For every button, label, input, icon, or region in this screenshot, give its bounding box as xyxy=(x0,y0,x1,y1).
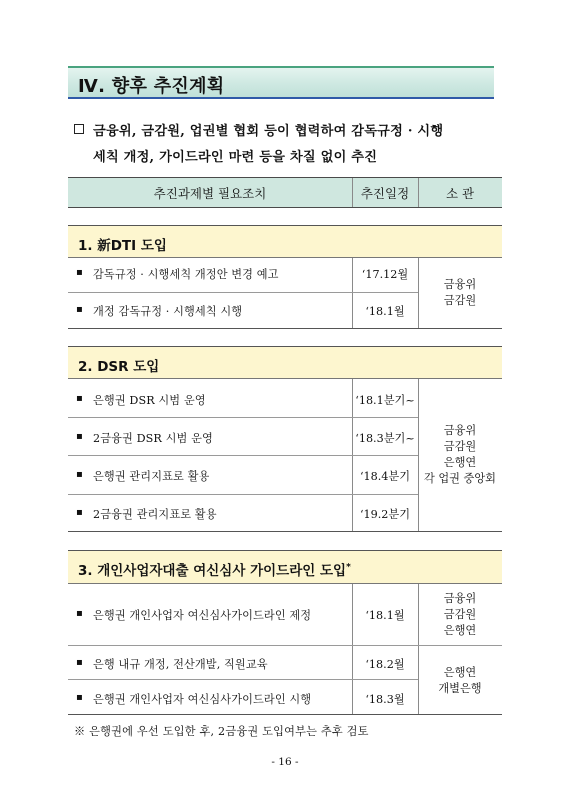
row-divider xyxy=(68,292,418,293)
owner-text: 금감원 xyxy=(443,608,477,621)
task-text: 은행권 DSR 시범 운영 xyxy=(93,394,206,407)
owner-text: 개별은행 xyxy=(438,682,482,695)
group-bar-2 xyxy=(68,346,502,379)
page-number: - 16 - xyxy=(271,756,299,768)
group-title-2: 2. DSR 도입 xyxy=(78,359,160,375)
schedule-text: ‘19.2분기 xyxy=(359,508,411,521)
row-divider xyxy=(68,494,418,495)
footnote-mark: * xyxy=(346,562,351,573)
group-bar-1 xyxy=(68,225,502,258)
bullet-icon: ▪ xyxy=(76,657,83,668)
task-text: 감독규정 · 시행세칙 개정안 변경 예고 xyxy=(93,268,279,281)
owner-cell xyxy=(418,665,502,697)
task-text: 은행권 관리지표로 활용 xyxy=(93,470,210,483)
row-divider xyxy=(68,679,418,680)
owner-text: 은행연 xyxy=(443,624,477,637)
column-header-task: 추진과제별 필요조치 xyxy=(153,185,267,201)
column-header-owner: 소 관 xyxy=(445,185,475,201)
intro-line-1: 금융위, 금감원, 업권별 협회 등이 협력하여 감독규정 · 시행 xyxy=(93,124,444,139)
task-text: 2금융권 DSR 시범 운영 xyxy=(93,432,213,445)
row-divider xyxy=(68,455,418,456)
schedule-text: ‘18.1월 xyxy=(365,609,405,622)
bullet-icon: ▪ xyxy=(76,469,83,480)
owner-text: 은행연 xyxy=(443,666,477,679)
task-text: 은행 내규 개정, 전산개발, 직원교육 xyxy=(93,658,268,671)
column-divider xyxy=(418,178,419,207)
column-header-schedule: 추진일정 xyxy=(360,185,410,201)
group-bottom-border xyxy=(68,328,502,329)
column-divider xyxy=(352,178,353,207)
bullet-icon: ▪ xyxy=(76,431,83,442)
bullet-icon: ▪ xyxy=(76,267,83,278)
bullet-icon: ▪ xyxy=(76,304,83,315)
owner-text: 은행연 xyxy=(443,456,477,469)
schedule-text: ‘18.1분기~ xyxy=(355,394,415,407)
group-title-text: 3. 개인사업자대출 여신심사 가이드라인 도입 xyxy=(78,563,347,579)
bullet-icon: ▪ xyxy=(76,608,83,619)
schedule-text: ‘18.2월 xyxy=(365,658,405,671)
owner-cell xyxy=(418,423,502,487)
table-bottom-border xyxy=(68,714,502,715)
group-bar-3 xyxy=(68,550,502,584)
square-bullet-icon xyxy=(74,124,84,134)
task-text: 은행권 개인사업자 여신심사가이드라인 제정 xyxy=(93,609,312,622)
owner-text: 금감원 xyxy=(443,294,477,307)
owner-text: 금감원 xyxy=(443,440,477,453)
row-divider xyxy=(68,417,418,418)
owner-text: 금융위 xyxy=(443,424,477,437)
intro-line-2: 세칙 개정, 가이드라인 마련 등을 차질 없이 추진 xyxy=(93,150,378,165)
header-top-line xyxy=(68,66,494,68)
schedule-text: ‘18.4분기 xyxy=(359,470,411,483)
section-title: Ⅳ. 향후 추진계획 xyxy=(78,76,225,97)
schedule-text: ‘17.12월 xyxy=(361,268,409,281)
bullet-icon: ▪ xyxy=(76,692,83,703)
bullet-icon: ▪ xyxy=(76,393,83,404)
section-header xyxy=(68,66,494,99)
row-divider xyxy=(68,645,502,646)
schedule-text: ‘18.3분기~ xyxy=(355,432,415,445)
group-bottom-border xyxy=(68,531,502,532)
group-title-1: 1. 新DTI 도입 xyxy=(78,238,167,254)
schedule-text: ‘18.1월 xyxy=(365,305,405,318)
task-text: 2금융권 관리지표로 활용 xyxy=(93,508,217,521)
owner-cell xyxy=(418,277,502,309)
owner-text: 각 업권 중앙회 xyxy=(424,472,496,485)
owner-cell xyxy=(418,591,502,639)
task-text: 은행권 개인사업자 여신심사가이드라인 시행 xyxy=(93,693,312,706)
schedule-text: ‘18.3월 xyxy=(365,693,405,706)
group-title-3 xyxy=(78,559,351,579)
task-text: 개정 감독규정 · 시행세칙 시행 xyxy=(93,305,243,318)
footnote: ※ 은행권에 우선 도입한 후, 2금융권 도입여부는 추후 검토 xyxy=(74,725,369,738)
owner-text: 금융위 xyxy=(443,278,477,291)
owner-text: 금융위 xyxy=(443,592,477,605)
table-header xyxy=(68,177,502,208)
bullet-icon: ▪ xyxy=(76,507,83,518)
